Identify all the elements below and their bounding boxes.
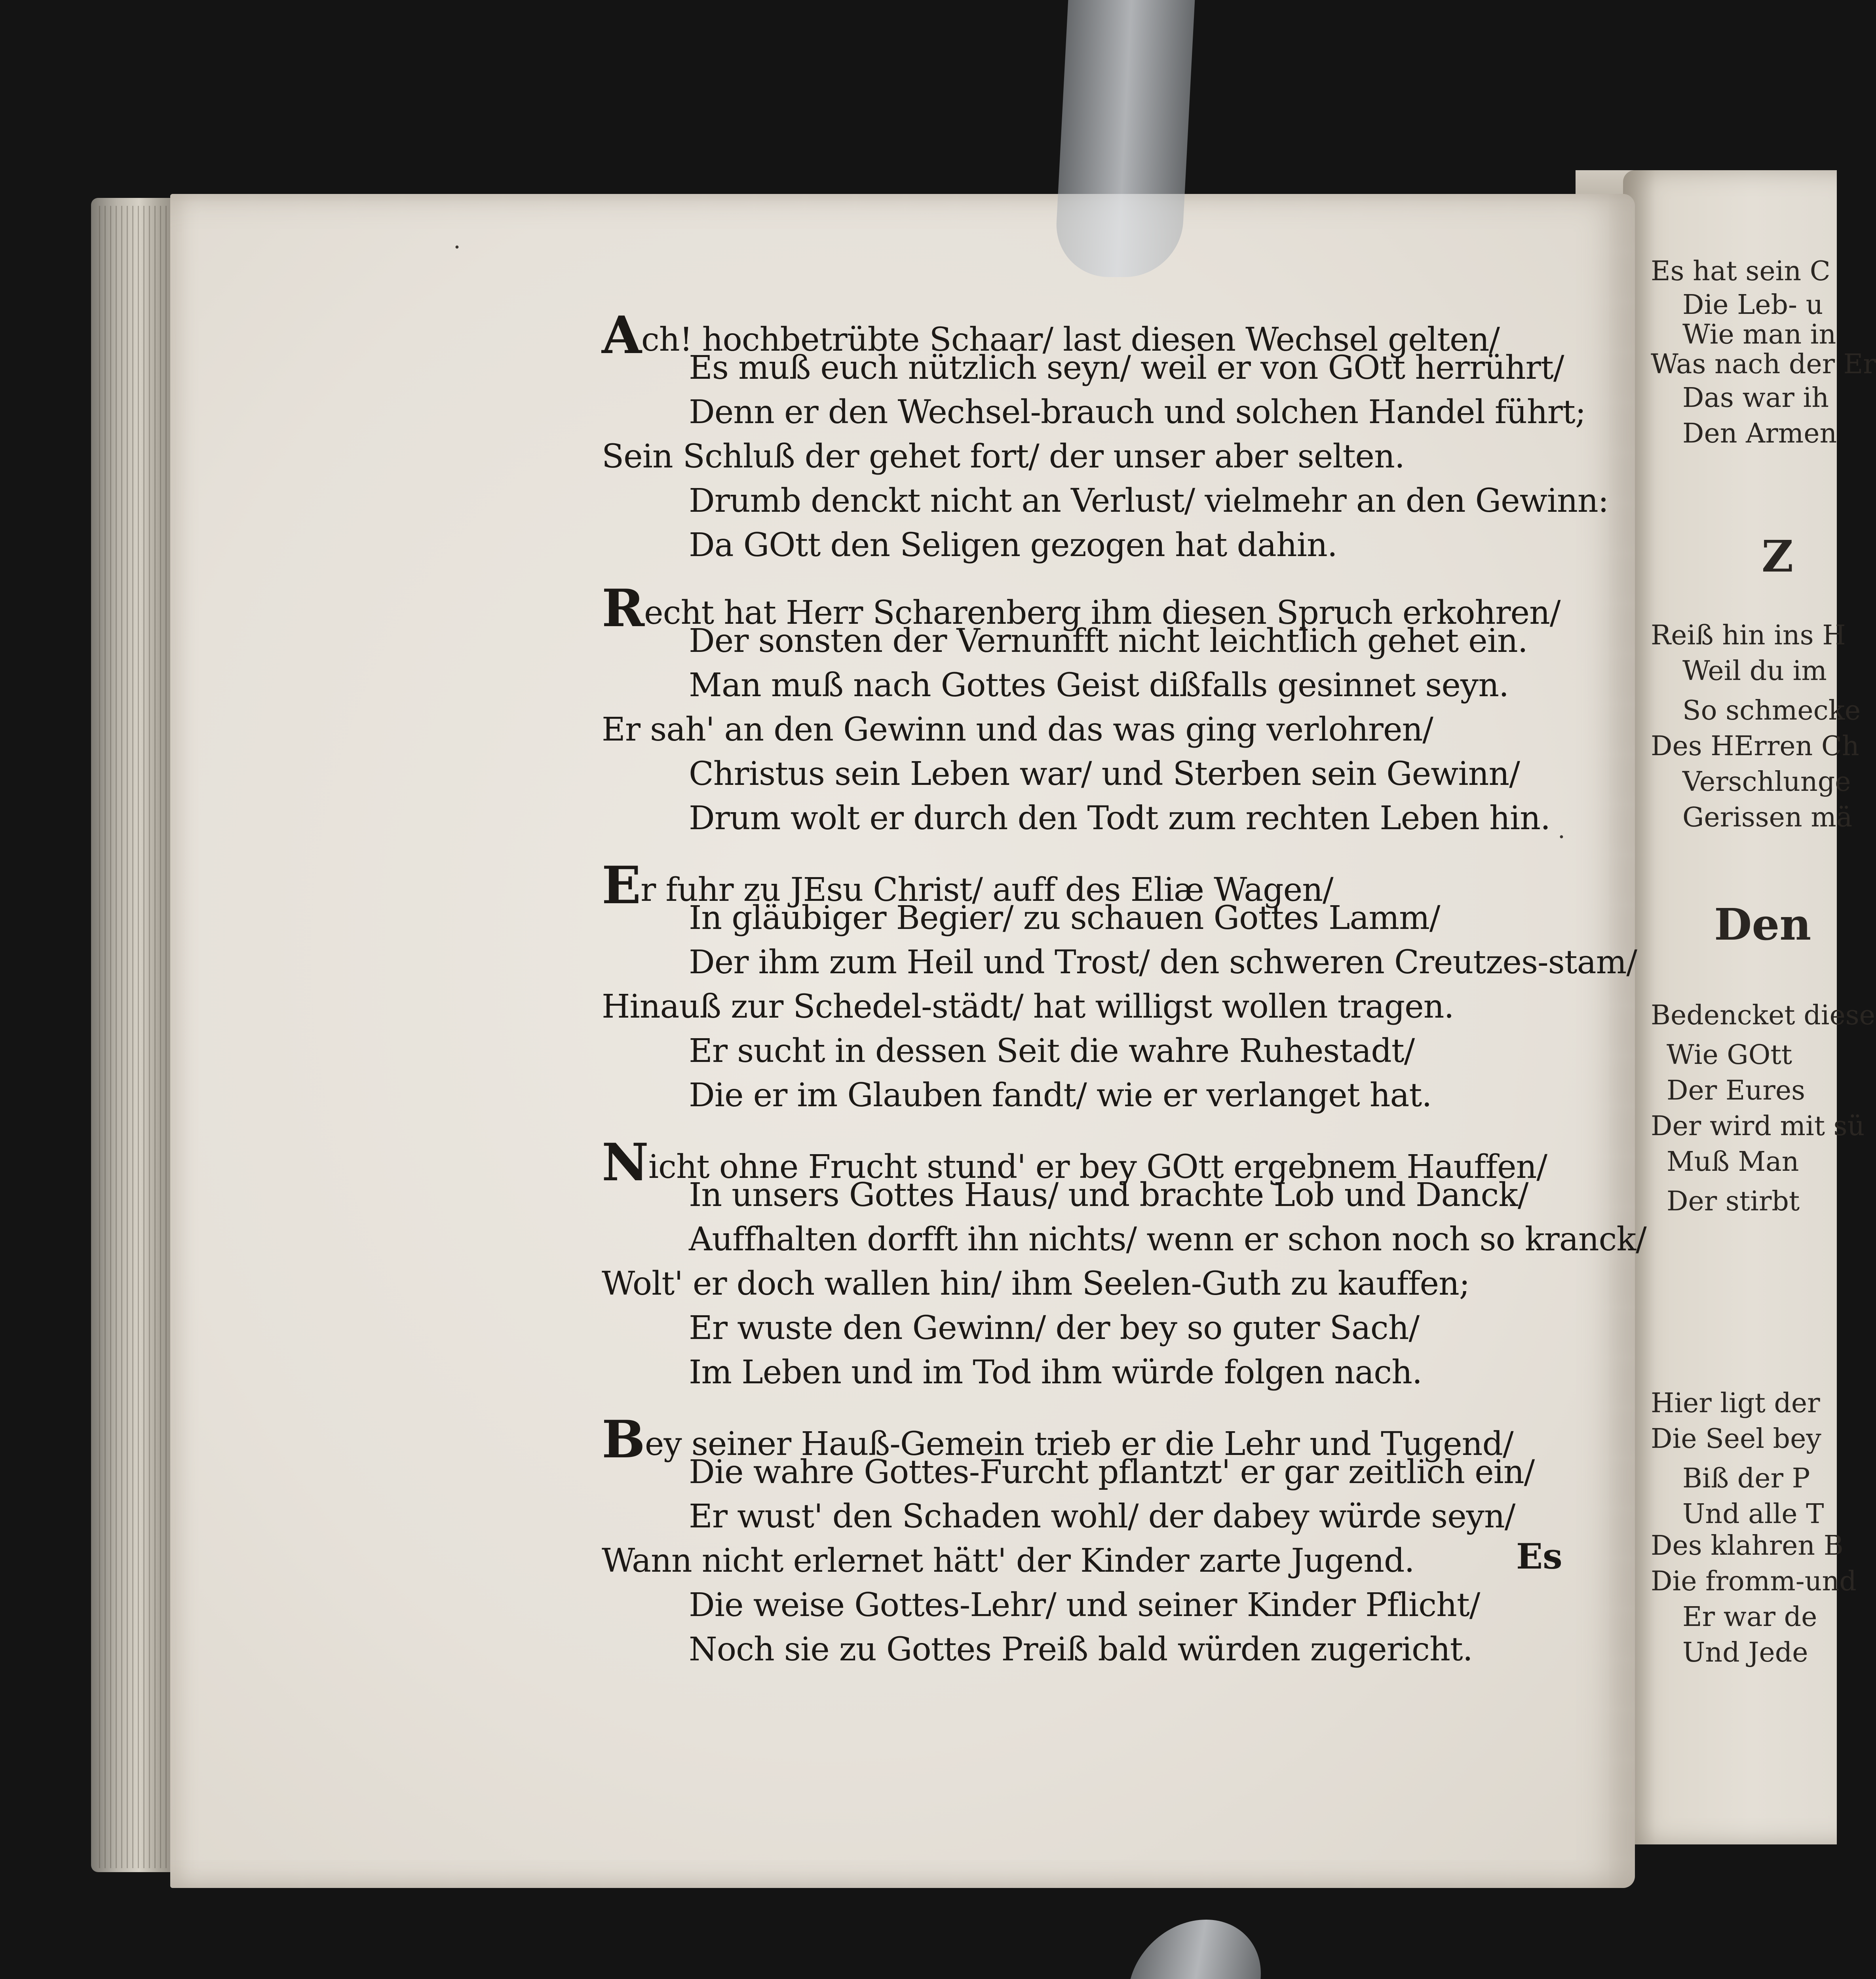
stanza-line: [689, 944, 1637, 981]
top-page-clip: [1054, 0, 1195, 277]
right-page-line: Und alle T: [1682, 1498, 1824, 1530]
right-page-line: Weil du im: [1682, 655, 1827, 687]
right-page-line: Die Leb- u: [1682, 289, 1823, 321]
verse-line-text: ch! hochbetrübte Schaar/ last diesen Wechsel gelten/: [641, 321, 1500, 359]
page-speck: ·: [453, 234, 461, 261]
right-page-line: Z: [1762, 531, 1794, 582]
right-page-line: Der Eures: [1667, 1075, 1805, 1106]
verse-line-text: In unsers Gottes Haus/ und brachte Lob und Danck/: [689, 1176, 1528, 1214]
verse-line-text: Christus sein Leben war/ und Sterben sein Gewinn/: [689, 755, 1520, 793]
stanza-line: [689, 1221, 1646, 1258]
stanza-line: [689, 1309, 1419, 1347]
verse-line-text: Er sucht in dessen Seit die wahre Ruhestadt/: [689, 1032, 1415, 1070]
right-page-line: Des HErren Ch: [1651, 731, 1859, 762]
right-page-line: Das war ih: [1682, 382, 1829, 414]
stanza-line: [689, 1586, 1480, 1624]
verse-line-text: Der sonsten der Vernunfft nicht leichtlich gehet ein.: [689, 622, 1528, 660]
verse-line-text: Die wahre Gottes-Furcht pflantzt' er gar zeitlich ein/: [689, 1453, 1535, 1491]
stanza-line: [689, 393, 1586, 431]
right-page-text: [1651, 253, 1876, 1757]
bottom-page-clip: [1076, 1920, 1271, 1979]
verse-line-text: Es muß euch nützlich seyn/ weil er von GOtt herrührt/: [689, 349, 1564, 387]
right-page-line: Die fromm-und: [1651, 1566, 1857, 1597]
verse-line-text: icht ohne Frucht stund' er bey GOtt ergebnem Hauffen/: [648, 1148, 1547, 1186]
stanza-line: [689, 1498, 1515, 1535]
verse-line-text: Noch sie zu Gottes Preiß bald würden zugericht.: [689, 1631, 1473, 1668]
right-page-line: Den: [1714, 899, 1811, 950]
stanza-line: [689, 1631, 1473, 1668]
verse-line-text: ey seiner Hauß-Gemein trieb er die Lehr und Tugend/: [644, 1425, 1513, 1463]
verse-line-text: Denn er den Wechsel-brauch und solchen Handel führt;: [689, 393, 1586, 431]
right-page-line: Wie GOtt: [1667, 1039, 1792, 1071]
verse-line-text: Sein Schluß der gehet fort/ der unser aber selten.: [602, 438, 1405, 475]
stanza-line: [689, 1354, 1422, 1391]
stanza-line: [689, 622, 1528, 660]
verse-line-text: Drum wolt er durch den Todt zum rechten Leben hin.: [689, 800, 1551, 837]
stanza-line: [689, 482, 1608, 520]
verse-line-text: Hinauß zur Schedel-städt/ hat willigst wollen tragen.: [602, 988, 1454, 1026]
right-page-line: Des klahren B: [1651, 1530, 1844, 1561]
right-page-line: Den Armen: [1682, 418, 1837, 449]
right-page-line: Der wird mit sü: [1651, 1111, 1865, 1142]
stanza-line: [689, 349, 1564, 387]
stanza-line: [689, 800, 1550, 837]
verse-line-text: Wolt' er doch wallen hin/ ihm Seelen-Guth zu kauffen;: [602, 1265, 1470, 1303]
verse-line-text: Auffhalten dorfft ihn nichts/ wenn er schon noch so kranck/: [689, 1221, 1646, 1258]
stanza-line: [602, 711, 1433, 748]
right-page-line: Er war de: [1682, 1601, 1817, 1633]
right-page-line: Und Jede: [1682, 1637, 1808, 1668]
verse-line-text: Wann nicht erlernet hätt' der Kinder zarte Jugend.: [602, 1542, 1414, 1580]
right-page-line: Biß der P: [1682, 1463, 1810, 1494]
verse-line-text: Die er im Glauben fandt/ wie er verlanget hat.: [689, 1077, 1432, 1114]
drop-initial: E: [602, 855, 641, 915]
verse-line-text: Da GOtt den Seligen gezogen hat dahin.: [689, 526, 1337, 564]
stanza-line: [602, 1265, 1469, 1303]
drop-initial: B: [602, 1409, 645, 1470]
drop-initial: A: [602, 305, 641, 365]
right-page-line: Hier ligt der: [1651, 1388, 1820, 1419]
right-page-line: Wie man in: [1682, 319, 1836, 350]
stanza-line: [602, 1542, 1414, 1580]
verse-line-text: In gläubiger Begier/ zu schauen Gottes Lamm/: [689, 899, 1440, 937]
verse-line-text: Der ihm zum Heil und Trost/ den schweren Creutzes-stam/: [689, 944, 1637, 981]
verse-line-text: Die weise Gottes-Lehr/ und seiner Kinder Pflicht/: [689, 1586, 1480, 1624]
right-page-line: Die Seel bey: [1651, 1423, 1821, 1455]
stanza-line: [689, 755, 1520, 793]
page-speck: ·: [1558, 823, 1566, 851]
right-page-line: Verschlunge: [1682, 766, 1851, 798]
page-stack-lines: [99, 206, 170, 1868]
right-page-line: Muß Man: [1667, 1146, 1799, 1178]
stanza-line: [689, 1176, 1528, 1214]
right-page-line: Es hat sein C: [1651, 256, 1830, 287]
verse-line-text: r fuhr zu JEsu Christ/ auff des Eliæ Wagen/: [641, 871, 1333, 909]
stanza-line: [689, 526, 1337, 564]
stanza-line: [689, 1077, 1431, 1114]
catchword: Es: [1516, 1536, 1562, 1577]
verse-line-text: Im Leben und im Tod ihm würde folgen nach.: [689, 1354, 1422, 1391]
verse-line-text: Drumb denckt nicht an Verlust/ vielmehr an den Gewinn:: [689, 482, 1609, 520]
stanza-line: [689, 1453, 1534, 1491]
right-page-line: Gerissen mä: [1682, 802, 1853, 833]
stanza-line: [602, 988, 1454, 1026]
drop-initial: N: [602, 1132, 648, 1193]
drop-initial: R: [602, 578, 644, 638]
verse-line-text: Er wust' den Schaden wohl/ der dabey würde seyn/: [689, 1498, 1515, 1535]
right-page-line: So schmecke: [1682, 695, 1861, 726]
right-page-line: Reiß hin ins H: [1651, 620, 1846, 651]
right-page-line: Bedencket diese: [1651, 1000, 1875, 1031]
stanza-line: [689, 667, 1509, 704]
verse-line-text: echt hat Herr Scharenberg ihm diesen Spruch erkohren/: [644, 594, 1560, 632]
stanza-line: [689, 1032, 1414, 1070]
stanza-line: [689, 899, 1440, 937]
verse-line-text: Er wuste den Gewinn/ der bey so guter Sach/: [689, 1309, 1420, 1347]
verse-line-text: Man muß nach Gottes Geist dißfalls gesinnet seyn.: [689, 667, 1509, 704]
right-page-line: Was nach der Er: [1651, 349, 1876, 380]
stanza-line: [602, 438, 1405, 475]
verse-line-text: Er sah' an den Gewinn und das was ging verlohren/: [602, 711, 1433, 748]
right-page-line: Der stirbt: [1667, 1186, 1800, 1217]
